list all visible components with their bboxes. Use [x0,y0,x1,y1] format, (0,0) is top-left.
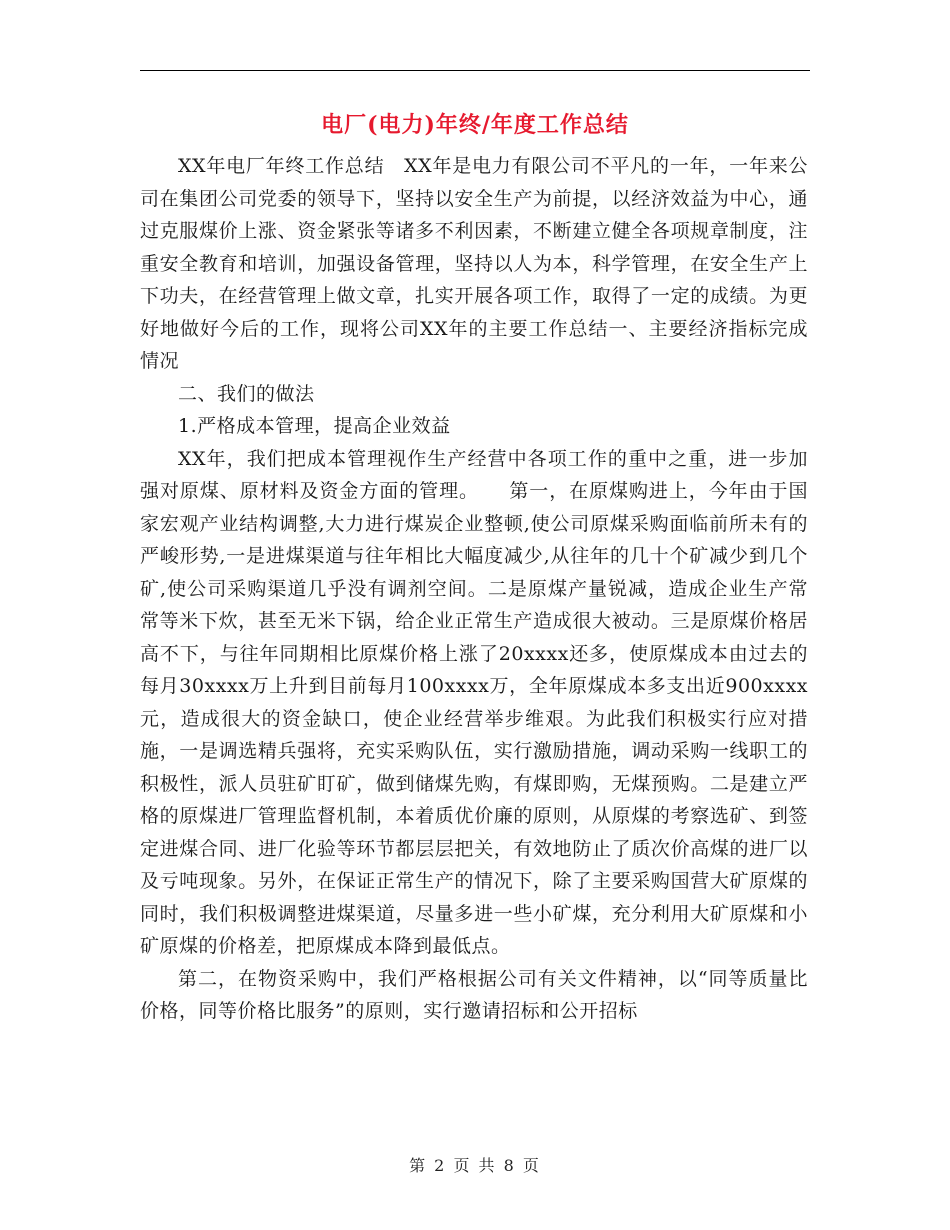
document-title: 电厂(电力)年终/年度工作总结 [321,112,629,138]
paragraph-procurement: 第二，在物资采购中，我们严格根据公司有关文件精神，以“同等质量比价格，同等价格比服务”的原则，实行邀请招标和公开招标 [140,967,808,1022]
paragraph-section-heading: 二、我们的做法 [178,382,315,405]
paragraph-subheading: 1.严格成本管理，提高企业效益 [178,415,451,437]
paragraph-cost-management: XX年，我们把成本管理视作生产经营中各项工作的重中之重，进一步加强对原煤、原材料及资金方面的管理。 第一，在原煤购进上，今年由于国家宏观产业结构调整,大力进行煤炭企业整顿,使公司原煤采购面临前所未有的严峻形势,一是进煤渠道与往年相比大幅度减少,从往年的几十个矿减少到几个矿,使公司采购渠道几乎没有调剂空间。二是原煤产量锐减，造成企业生产常常等米下炊，甚至无米下锅，给企业正常生产造成很大被动。三是原煤价格居高不下，与往年同期相比原煤价格上涨了20xxxx还多，使原煤成本由过去的每月30xxxx万上升到目前每月100xxxx万，全年原煤成本多支出近900xxxx元，造成很大的资金缺口，使企业经营举步维艰。为此我们积极实行应对措施，一是调选精兵强将，充实采购队伍，实行激励措施，调动采购一线职工的积极性，派人员驻矿盯矿，做到储煤先购，有煤即购，无煤预购。二是建立严格的原煤进厂管理监督机制，本着质优价廉的原则，从原煤的考察选矿、到签定进煤合同、进厂化验等环节都层层把关，有效地防止了质次价高煤的进厂以及亏吨现象。另外，在保证正常生产的情况下，除了主要采购国营大矿原煤的同时，我们积极调整进煤渠道，尽量多进一些小矿煤，充分利用大矿原煤和小矿原煤的价格差，把原煤成本降到最低点。 [140,447,808,957]
document-body [140,150,808,1028]
paragraph-intro: XX年电厂年终工作总结 XX年是电力有限公司不平凡的一年，一年来公司在集团公司党委的领导下，坚持以安全生产为前提，以经济效益为中心，通过克服煤价上涨、资金紧张等诸多不利因素，不断建立健全各项规章制度，注重安全教育和培训，加强设备管理，坚持以人为本，科学管理，在安全生产上下功夫，在经营管理上做文章，扎实开展各项工作，取得了一定的成绩。为更好地做好今后的工作，现将公司XX年的主要工作总结一、主要经济指标完成情况 [140,155,808,372]
header-rule [140,70,810,71]
page-number: 第 2 页 共 8 页 [409,1156,541,1175]
